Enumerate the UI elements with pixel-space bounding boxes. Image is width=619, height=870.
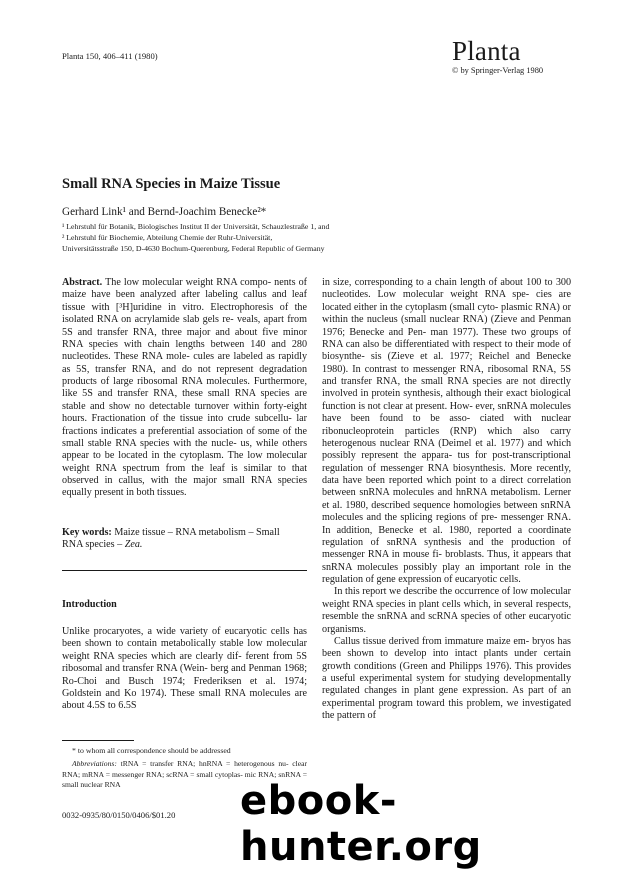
section-divider: [62, 570, 307, 571]
abstract-line: transfer RNA, these small RNA species are stable: [62, 388, 308, 412]
abstract-line: and about five minor RNA species with chain lengths: [62, 326, 308, 350]
body-line: In contrast to messenger RNA, ribosomal RNA, 5S: [352, 363, 571, 375]
body-line: to 300 nucleotides. Low molecular weight RNA spe-: [322, 277, 572, 301]
intro-line: berg and Penman 1968; Ro-Choi and Busch 1974;: [62, 663, 308, 687]
body-line: snRNA molecules and hnRNA metabolism. Lerner: [359, 487, 572, 499]
body-line: toward this problem, we investigated the pattern of: [322, 697, 572, 722]
abstract-line: and do not represent degradation products of large: [62, 363, 308, 387]
body-line: molecular weight RNA species in plant cells which,: [322, 586, 571, 610]
journal-reference: Planta 150, 406–411 (1980): [62, 51, 158, 61]
body-line: bryos has been shown to develop into intact plants: [322, 635, 572, 660]
body-line: ever, snRNA molecules have been found to be asso-: [322, 400, 571, 425]
abstract-line: ribosomal RNA molecules. Furthermore, like 5S and: [62, 376, 308, 400]
abstract-line: tissues.: [157, 487, 187, 499]
abstract-line: hours. Fractionation of the tissue into crude subcellu-: [62, 413, 292, 425]
right-column: [322, 277, 571, 723]
body-line: species of other eucaryotic organisms.: [322, 611, 571, 635]
keywords-section: [62, 527, 307, 552]
body-line: studying developmentally regulated changes in plant: [322, 673, 572, 697]
body-line: ciated with nuclear ribonucleoprotein particles (RNP): [322, 413, 572, 437]
abstract-line: The low molecular weight RNA spectrum from the: [62, 450, 307, 474]
abbreviations-label: Abbreviations:: [72, 759, 117, 768]
publisher-line: © by Springer-Verlag 1980: [452, 66, 544, 75]
body-line: man 1977). These two groups of RNA can also be: [322, 326, 571, 350]
introduction-text: [62, 626, 307, 713]
journal-brand: [452, 38, 572, 75]
body-line: reported a coordinate regulation of snRNA synthesis: [322, 524, 571, 548]
abstract-line: veals, apart from 5S and transfer RNA, three major: [62, 314, 307, 338]
correspondence-footnote: * to whom all correspondence should be addressed: [72, 746, 231, 755]
abstract-line: of the isolated RNA on acrylamide slab gels re-: [62, 301, 307, 326]
article-code: 0032-0935/80/0150/0406/$01.20: [62, 810, 176, 820]
keywords-text: RNA species –: [62, 539, 123, 551]
body-line: in several respects, resemble the snRNA and scRNA: [322, 598, 571, 623]
author-line: Gerhard Link¹ and Bernd-Joachim Benecke²*: [62, 206, 267, 218]
body-line: et al. 1980, described sequence homologies between: [322, 499, 538, 511]
abstract-label: Abstract.: [62, 277, 103, 288]
body-line: sis (Zieve et al. 1977; Reichel and Benecke 1980).: [322, 351, 572, 375]
body-line: cies are located either in the cytoplasm (small cyto-: [322, 289, 571, 313]
intro-line: molecular weight RNA species which are clearly dif-: [62, 638, 308, 662]
body-line: directly involved in protein synthesis, although their: [322, 376, 571, 400]
body-line: in size, corresponding to a chain length of about 100: [322, 277, 542, 288]
abstract-line: us, while others appear to be located in the cytoplasm.: [62, 437, 308, 462]
body-line: exact biological function is not clear at present. How-: [322, 388, 571, 412]
body-line: differentiated with respect to their mode of biosynthe-: [322, 338, 572, 363]
body-line: which also carry heterogenous nuclear RNA (Deimel: [322, 425, 571, 449]
body-line: RNA) (Zieve and Penman 1976; Benecke and Pen-: [322, 314, 572, 338]
body-line: RNA biosynthesis. More recently, data have been: [322, 462, 572, 486]
intro-line: ferent from 5S ribosomal and transfer RNA (Wein-: [62, 650, 308, 675]
body-line: possibly play an important role in the regulation of: [322, 561, 572, 585]
intro-line: Unlike procaryotes, a wide variety of eucaryotic cells: [62, 626, 290, 637]
abbreviation-line: tRNA = transfer RNA; hnRNA = heterogenous nu-: [120, 759, 289, 768]
section-heading: Introduction: [62, 599, 117, 610]
body-line: and the production of messenger RNA in mouse fi-: [322, 536, 571, 561]
abbreviation-line: mic RNA; snRNA = small nuclear RNA: [62, 769, 307, 789]
intro-line: has been shown to contain metabolically stable low: [62, 626, 307, 650]
watermark: ebook-hunter.org: [240, 778, 482, 870]
keywords-genus: Zea.: [124, 539, 143, 551]
body-line: snRNA molecules and the splicing regions of pre-: [322, 499, 572, 524]
body-line: broblasts. Thus, it appears that snRNA molecules: [322, 549, 572, 573]
abstract-line: some of the small stable RNA species with the nucle-: [62, 425, 307, 449]
footnote-rule: [62, 740, 134, 741]
affiliation-line: ² Lehrstuhl für Biochemie, Abteilung Chemie der Ruhr-Universität,: [62, 233, 273, 243]
abstract-line: leaf is similar to that observed in callus, with the: [62, 462, 308, 486]
body-line: In this report we describe the occurrence of low: [334, 586, 528, 598]
body-line: et al. 1977) and which possibly represent the appara-: [322, 437, 572, 462]
abstract-line: major small RNA species equally present in both: [62, 475, 308, 499]
body-line: tus for post-transcriptional regulation of messenger: [322, 450, 571, 474]
keywords-label: Key words:: [62, 527, 112, 538]
affiliation-line: Universitätsstraße 150, D-4630 Bochum-Querenburg, Federal Republic of Germany: [62, 244, 325, 254]
abstract-line: between 140 and 280 nucleotides. These RNA mole-: [62, 338, 308, 363]
body-line: under certain growth conditions (Green and Philipps: [322, 648, 571, 672]
intro-line: Frederiksen et al. 1974; Goldstein and Ko 1974).: [62, 675, 308, 699]
abbreviation-line: clear RNA; mRNA = messenger RNA; scRNA = small cytoplas-: [62, 759, 307, 779]
intro-line: These small RNA molecules are about 4.5S to 6.5S: [62, 687, 307, 712]
body-line: Callus tissue derived from immature maize em-: [334, 635, 530, 647]
abstract-line: The low molecular weight RNA compo-: [105, 277, 272, 288]
keywords-text: Maize tissue – RNA metabolism – Small: [114, 527, 280, 538]
body-line: gene expression. As part of an experimental program: [322, 685, 572, 709]
body-line: and transfer RNA, the small RNA species are not: [322, 376, 536, 387]
abstract-line: and show no detectable turnover within forty-eight: [90, 400, 307, 412]
body-line: messenger RNA. In addition, Benecke et al. 1980,: [322, 512, 571, 536]
abstract-line: lar fractions indicates a preferential association of: [62, 413, 308, 437]
journal-name: Planta: [452, 36, 521, 66]
body-line: plasmic RNA) or within the nucleus (small nuclear: [322, 301, 571, 326]
abstract-line: and leaf tissue with [³H]uridine in vitro. Electrophoresis: [62, 289, 308, 313]
article-title: Small RNA Species in Maize Tissue: [62, 176, 281, 192]
body-line: gene expression of eucaryotic cells.: [376, 574, 521, 585]
body-line: 1976). This provides a useful experimental system for: [322, 660, 572, 684]
affiliation-line: ¹ Lehrstuhl für Botanik, Biologisches Institut II der Universität, Schauzlestraße 1, and: [62, 222, 330, 231]
abstract-line: nents of maize have been analyzed after labeling callus: [62, 277, 307, 301]
abstract-line: cules are labeled as rapidly as 5S, transfer RNA,: [62, 351, 308, 375]
abstract-section: [62, 277, 307, 500]
body-line: reported which point to a direct correlation between: [322, 475, 572, 499]
affiliations: [62, 221, 562, 255]
